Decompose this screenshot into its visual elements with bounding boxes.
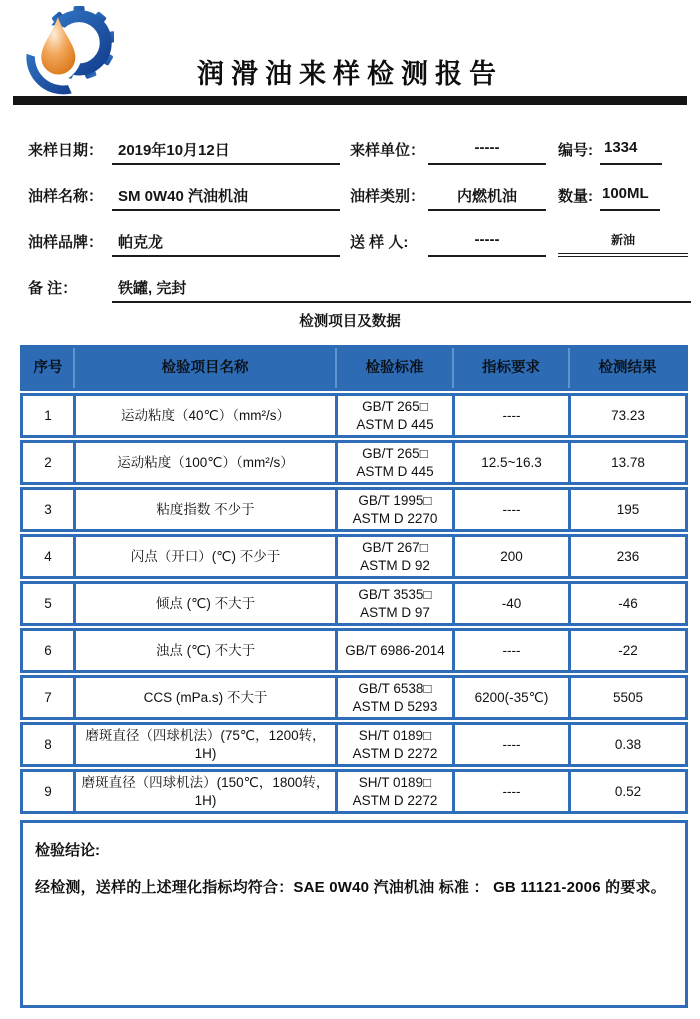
col-header-result: 检测结果 — [568, 348, 685, 388]
oil-category-value: 内燃机油 — [428, 185, 546, 211]
row-item: 闪点（开口）(℃) 不少于 — [73, 537, 335, 576]
standard-line-2: ASTM D 2270 — [352, 510, 438, 526]
header-divider — [13, 96, 687, 105]
table-row-4 — [20, 534, 688, 579]
standard-line-1: GB/T 6538□ — [358, 680, 432, 696]
row-result: 73.23 — [568, 396, 685, 435]
standard-line-1: GB/T 1995□ — [358, 492, 432, 508]
row-no: 3 — [44, 501, 52, 517]
col-header-item: 检验项目名称 — [73, 348, 335, 388]
row-item: 倾点 (℃) 不大于 — [73, 584, 335, 623]
table-row-5 — [20, 581, 688, 626]
row-result: 5505 — [568, 678, 685, 717]
conclusion-heading: 检验结论: — [35, 842, 100, 859]
row-requirement: 12.5~16.3 — [452, 443, 568, 482]
standard-line-1: GB/T 6986-2014 — [345, 642, 445, 658]
row-standard — [335, 396, 452, 435]
col-header-requirement: 指标要求 — [452, 348, 568, 388]
report-title: 润滑油来样检测报告 — [197, 59, 503, 90]
standard-line-2: ASTM D 92 — [360, 557, 430, 573]
row-requirement: ---- — [452, 631, 568, 670]
row-standard — [335, 772, 452, 811]
standard-line-2: ASTM D 5293 — [352, 698, 438, 714]
row-no: 5 — [44, 595, 52, 611]
standard-line-2: ASTM D 97 — [360, 604, 430, 620]
conclusion-text: 经检测，送样的上述理化指标均符合：SAE 0W40 汽油机油 标准 ： GB 11121-2006 的要求。 — [35, 879, 666, 896]
standard-line-1: GB/T 265□ — [362, 445, 428, 461]
standard-line-2: ASTM D 445 — [356, 463, 434, 479]
table-row-1 — [20, 393, 688, 438]
row-standard — [335, 537, 452, 576]
table-row-6 — [20, 628, 688, 673]
row-standard — [335, 678, 452, 717]
table-row-7 — [20, 675, 688, 720]
table-row-2 — [20, 440, 688, 485]
sample-date-label: 来样日期： — [28, 142, 104, 159]
table-row-3 — [20, 487, 688, 532]
quantity-value: 100ML — [600, 185, 660, 211]
row-requirement: ---- — [452, 396, 568, 435]
table-header-row — [20, 345, 688, 391]
oil-state-value: 新油 — [558, 231, 688, 257]
row-item: CCS (mPa.s) 不大于 — [73, 678, 335, 717]
row-item: 磨斑直径（四球机法）(75℃，1200转，1H) — [73, 725, 335, 764]
oil-name-value: SM 0W40 汽油机油 — [112, 185, 340, 211]
row-item: 运动粘度（40℃）（mm²/s） — [73, 396, 335, 435]
row-no: 2 — [44, 454, 52, 470]
row-requirement: 6200(-35℃) — [452, 678, 568, 717]
table-row-9 — [20, 769, 688, 814]
standard-line-1: SH/T 0189□ — [358, 727, 432, 743]
row-standard — [335, 725, 452, 764]
standard-line-1: SH/T 0189□ — [358, 774, 432, 790]
row-result: -22 — [568, 631, 685, 670]
oil-category-label: 油样类别： — [350, 188, 426, 205]
row-standard — [335, 584, 452, 623]
standard-line-2: ASTM D 2272 — [352, 792, 438, 808]
row-standard — [335, 631, 452, 670]
sender-value: ----- — [428, 231, 546, 257]
col-header-no: 序号 — [33, 360, 63, 376]
row-result: 195 — [568, 490, 685, 529]
standard-line-1: GB/T 267□ — [362, 539, 428, 555]
row-requirement: -40 — [452, 584, 568, 623]
standard-line-1: GB/T 3535□ — [358, 586, 432, 602]
row-result: 236 — [568, 537, 685, 576]
row-requirement: ---- — [452, 490, 568, 529]
quantity-label: 数量: — [558, 188, 593, 205]
sample-date-value: 2019年10月12日 — [112, 139, 340, 165]
row-item: 粘度指数 不少于 — [73, 490, 335, 529]
row-requirement: ---- — [452, 725, 568, 764]
row-no: 1 — [44, 407, 52, 423]
row-requirement: ---- — [452, 772, 568, 811]
row-item: 浊点 (℃) 不大于 — [73, 631, 335, 670]
row-result: 0.52 — [568, 772, 685, 811]
oil-brand-value: 帕克龙 — [112, 231, 340, 257]
standard-line-1: GB/T 265□ — [362, 398, 428, 414]
standard-line-2: ASTM D 2272 — [352, 745, 438, 761]
test-data-table — [20, 345, 688, 816]
oil-name-label: 油样名称： — [28, 188, 104, 205]
oil-brand-label: 油样品牌： — [28, 234, 104, 251]
row-requirement: 200 — [452, 537, 568, 576]
row-standard — [335, 443, 452, 482]
row-result: 13.78 — [568, 443, 685, 482]
sample-unit-label: 来样单位： — [350, 142, 426, 159]
report-number-label: 编号: — [558, 142, 593, 159]
row-item: 磨斑直径（四球机法）(150℃，1800转，1H) — [73, 772, 335, 811]
row-item: 运动粘度（100℃）（mm²/s） — [73, 443, 335, 482]
col-header-standard: 检验标准 — [335, 348, 452, 388]
row-no: 8 — [44, 736, 52, 752]
row-result: 0.38 — [568, 725, 685, 764]
table-section-title: 检测项目及数据 — [299, 314, 401, 330]
sender-label: 送 样 人: — [350, 234, 409, 251]
row-no: 4 — [44, 548, 52, 564]
standard-line-2: ASTM D 445 — [356, 416, 434, 432]
row-no: 9 — [44, 783, 52, 799]
remark-label: 备 注： — [28, 280, 78, 297]
remark-value: 铁罐, 完封 — [112, 277, 691, 303]
row-standard — [335, 490, 452, 529]
row-result: -46 — [568, 584, 685, 623]
row-no: 6 — [44, 642, 52, 658]
report-number-value: 1334 — [600, 139, 662, 165]
conclusion-box — [20, 820, 688, 1008]
row-no: 7 — [44, 689, 52, 705]
sample-unit-value: ----- — [428, 139, 546, 165]
table-row-8 — [20, 722, 688, 767]
